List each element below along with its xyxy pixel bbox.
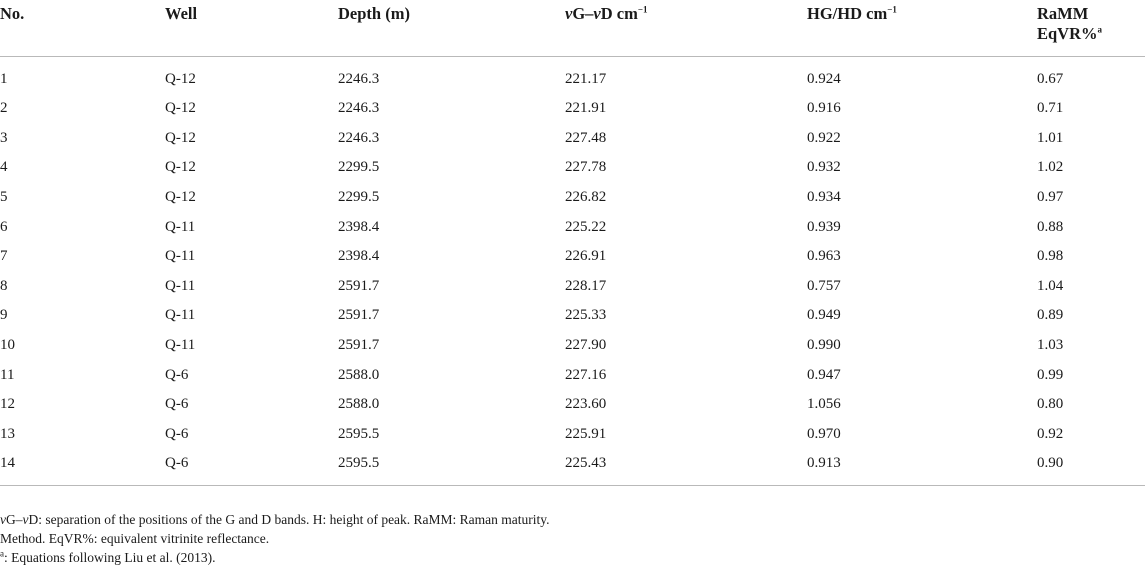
cell-depth: 2398.4 <box>338 218 380 235</box>
header-well: Well <box>165 0 338 57</box>
table-row <box>0 212 1145 242</box>
cell-no: 2 <box>0 100 8 117</box>
header-ramm-line2: EqVR% <box>1037 24 1098 43</box>
cell-hg-hd: 0.970 <box>807 425 841 442</box>
cell-vg-vd: 225.43 <box>565 449 807 485</box>
footnote-line-3 <box>0 548 1145 567</box>
cell-ramm: 0.88 <box>1037 218 1064 235</box>
table-row <box>0 301 1145 331</box>
cell-depth: 2595.5 <box>338 425 380 442</box>
footnote-line-1-text: D: separation of the positions of the G and D bands. H: height of peak. RaMM: Raman maturity. <box>28 512 550 527</box>
cell-well: Q-6 <box>165 366 189 383</box>
cell-ramm: 0.89 <box>1037 307 1064 324</box>
header-hg-hd-text: HG/HD cm <box>807 4 888 23</box>
cell-well: Q-11 <box>165 277 196 294</box>
header-vg-vd-v2: v <box>593 4 601 23</box>
header-row <box>0 0 1145 57</box>
cell-well: Q-12 <box>165 100 196 117</box>
cell-depth: 2398.4 <box>338 248 380 265</box>
cell-well: Q-12 <box>165 189 196 206</box>
cell-well: Q-12 <box>165 159 196 176</box>
cell-depth: 2246.3 <box>338 129 380 146</box>
cell-no: 7 <box>0 248 8 265</box>
footnote-v2: v <box>22 512 29 527</box>
cell-depth: 2591.7 <box>338 277 380 294</box>
cell-depth: 2299.5 <box>338 159 380 176</box>
cell-hg-hd: 0.916 <box>807 100 841 117</box>
cell-vg-vd: 225.91 <box>565 425 607 442</box>
cell-no: 10 <box>0 337 15 354</box>
cell-ramm: 1.04 <box>1037 277 1064 294</box>
cell-vg-vd: 221.91 <box>565 100 607 117</box>
cell-hg-hd: 0.922 <box>807 129 841 146</box>
cell-ramm: 0.80 <box>1037 396 1064 413</box>
header-vg-vd <box>565 0 807 57</box>
table-row <box>0 57 1145 95</box>
cell-depth: 2595.5 <box>338 449 565 485</box>
cell-depth: 2591.7 <box>338 337 380 354</box>
cell-vg-vd: 223.60 <box>565 396 607 413</box>
cell-no: 12 <box>0 396 15 413</box>
cell-hg-hd: 0.934 <box>807 189 841 206</box>
cell-no: 1 <box>0 71 8 87</box>
cell-vg-vd: 227.90 <box>565 337 607 354</box>
header-no: No. <box>0 0 165 57</box>
cell-ramm: 1.03 <box>1037 337 1064 354</box>
cell-no: 4 <box>0 159 8 176</box>
cell-depth: 2591.7 <box>338 307 380 324</box>
header-vg-vd-sup: −1 <box>637 4 648 15</box>
cell-hg-hd: 0.757 <box>807 277 841 294</box>
cell-no: 8 <box>0 277 8 294</box>
cell-well: Q-11 <box>165 307 196 324</box>
footnote-line-2: Method. EqVR%: equivalent vitrinite reflectance. <box>0 531 270 546</box>
table-row <box>0 272 1145 302</box>
cell-hg-hd: 0.947 <box>807 366 841 383</box>
table-row <box>0 449 1145 485</box>
table-body <box>0 57 1145 486</box>
cell-no: 3 <box>0 129 8 146</box>
table-row <box>0 420 1145 450</box>
cell-depth: 2246.3 <box>338 100 380 117</box>
header-hg-hd-sup: −1 <box>887 4 897 15</box>
cell-well: Q-6 <box>165 449 338 485</box>
cell-depth: 2299.5 <box>338 189 380 206</box>
cell-vg-vd: 228.17 <box>565 277 607 294</box>
cell-hg-hd: 0.939 <box>807 218 841 235</box>
cell-depth: 2588.0 <box>338 366 380 383</box>
cell-vg-vd: 227.16 <box>565 366 607 383</box>
header-hg-hd <box>807 0 1037 57</box>
header-vg-vd-v1: v <box>565 4 573 23</box>
cell-well: Q-11 <box>165 218 196 235</box>
cell-vg-vd: 225.22 <box>565 218 607 235</box>
cell-hg-hd: 0.932 <box>807 159 841 176</box>
cell-ramm: 1.02 <box>1037 159 1064 176</box>
header-ramm <box>1037 0 1145 57</box>
cell-ramm: 0.99 <box>1037 366 1064 383</box>
cell-no: 9 <box>0 307 8 324</box>
footnote-line-3-text: : Equations following Liu et al. (2013). <box>4 550 216 565</box>
cell-no: 13 <box>0 425 15 442</box>
table-header <box>0 0 1145 57</box>
table-row <box>0 153 1145 183</box>
cell-vg-vd: 226.91 <box>565 248 607 265</box>
cell-well: Q-6 <box>165 396 189 413</box>
cell-hg-hd: 0.913 <box>807 449 1037 485</box>
cell-ramm: 0.67 <box>1037 71 1064 87</box>
cell-no: 6 <box>0 218 8 235</box>
header-ramm-line1: RaMM <box>1037 4 1089 23</box>
header-ramm-sup: a <box>1097 24 1103 35</box>
cell-well: Q-12 <box>165 129 196 146</box>
footnote-line-1 <box>0 510 1145 529</box>
table-row <box>0 331 1145 361</box>
cell-no: 5 <box>0 189 8 206</box>
cell-hg-hd: 0.924 <box>807 71 841 87</box>
cell-vg-vd: 226.82 <box>565 189 607 206</box>
cell-ramm: 0.90 <box>1037 449 1145 485</box>
cell-no: 14 <box>0 449 165 485</box>
cell-ramm: 0.98 <box>1037 248 1064 265</box>
table-row <box>0 124 1145 154</box>
table-row <box>0 360 1145 390</box>
cell-hg-hd: 0.949 <box>807 307 841 324</box>
table-footnotes <box>0 510 1145 567</box>
header-vg-vd-unit: D cm <box>600 4 638 23</box>
cell-vg-vd: 225.33 <box>565 307 607 324</box>
cell-well: Q-12 <box>165 71 196 87</box>
cell-vg-vd: 221.17 <box>565 71 607 87</box>
cell-no: 11 <box>0 366 15 383</box>
cell-hg-hd: 1.056 <box>807 396 841 413</box>
footnote-v1: v <box>0 512 6 527</box>
cell-depth: 2588.0 <box>338 396 380 413</box>
cell-vg-vd: 227.78 <box>565 159 607 176</box>
cell-hg-hd: 0.963 <box>807 248 841 265</box>
header-vg-vd-g: G– <box>572 4 594 23</box>
cell-ramm: 0.92 <box>1037 425 1064 442</box>
header-depth: Depth (m) <box>338 0 565 57</box>
cell-ramm: 0.71 <box>1037 100 1064 117</box>
cell-well: Q-11 <box>165 337 196 354</box>
cell-ramm: 0.97 <box>1037 189 1064 206</box>
table-row <box>0 183 1145 213</box>
cell-hg-hd: 0.990 <box>807 337 841 354</box>
cell-ramm: 1.01 <box>1037 129 1064 146</box>
cell-vg-vd: 227.48 <box>565 129 607 146</box>
cell-depth: 2246.3 <box>338 71 380 87</box>
table-row <box>0 94 1145 124</box>
table-row <box>0 242 1145 272</box>
footnote-g: G– <box>6 512 23 527</box>
footnote-sup-a: a <box>0 548 4 559</box>
cell-well: Q-11 <box>165 248 196 265</box>
table-row <box>0 390 1145 420</box>
cell-well: Q-6 <box>165 425 189 442</box>
